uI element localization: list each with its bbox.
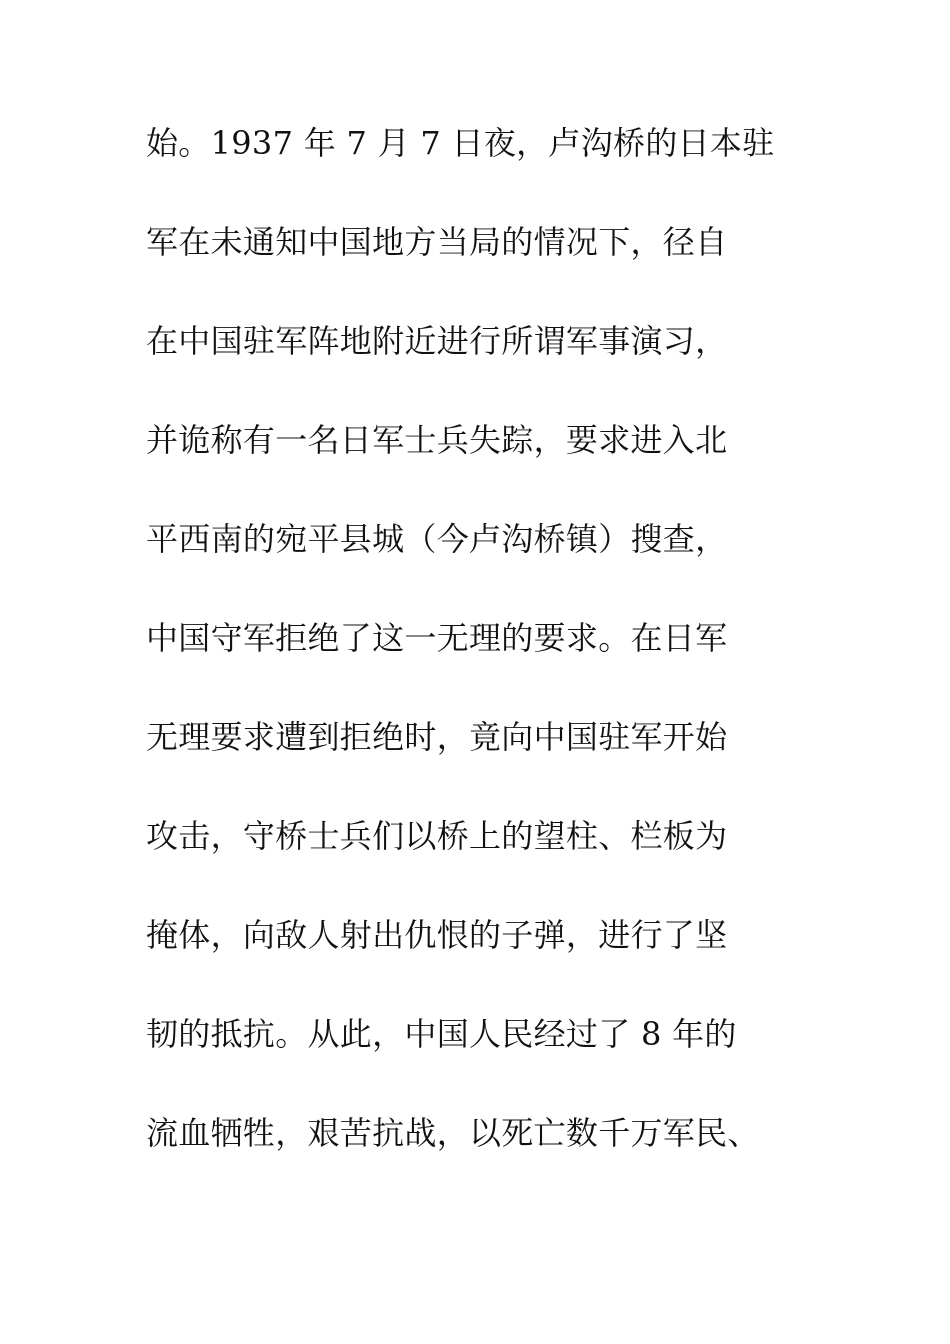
body-text [146, 124, 846, 1216]
text-line: 流血牺牲，艰苦抗战，以死亡数千万军民、 [146, 1114, 760, 1152]
text-line: 始。1937 年 7 月 7 日夜，卢沟桥的日本驻 [146, 124, 775, 162]
text-line: 攻击，守桥士兵们以桥上的望柱、栏板为 [146, 817, 728, 855]
text-line: 掩体，向敌人射出仇恨的子弹，进行了坚 [146, 916, 728, 954]
text-line: 中国守军拒绝了这一无理的要求。在日军 [146, 619, 728, 657]
text-line: 在中国驻军阵地附近进行所谓军事演习， [146, 322, 728, 360]
text-line: 无理要求遭到拒绝时，竟向中国驻军开始 [146, 718, 728, 756]
text-line: 韧的抵抗。从此，中国人民经过了 8 年的 [146, 1015, 737, 1053]
text-line: 平西南的宛平县城（今卢沟桥镇）搜查， [146, 520, 728, 558]
text-line: 军在未通知中国地方当局的情况下，径自 [146, 223, 728, 261]
text-line: 并诡称有一名日军士兵失踪，要求进入北 [146, 421, 728, 459]
